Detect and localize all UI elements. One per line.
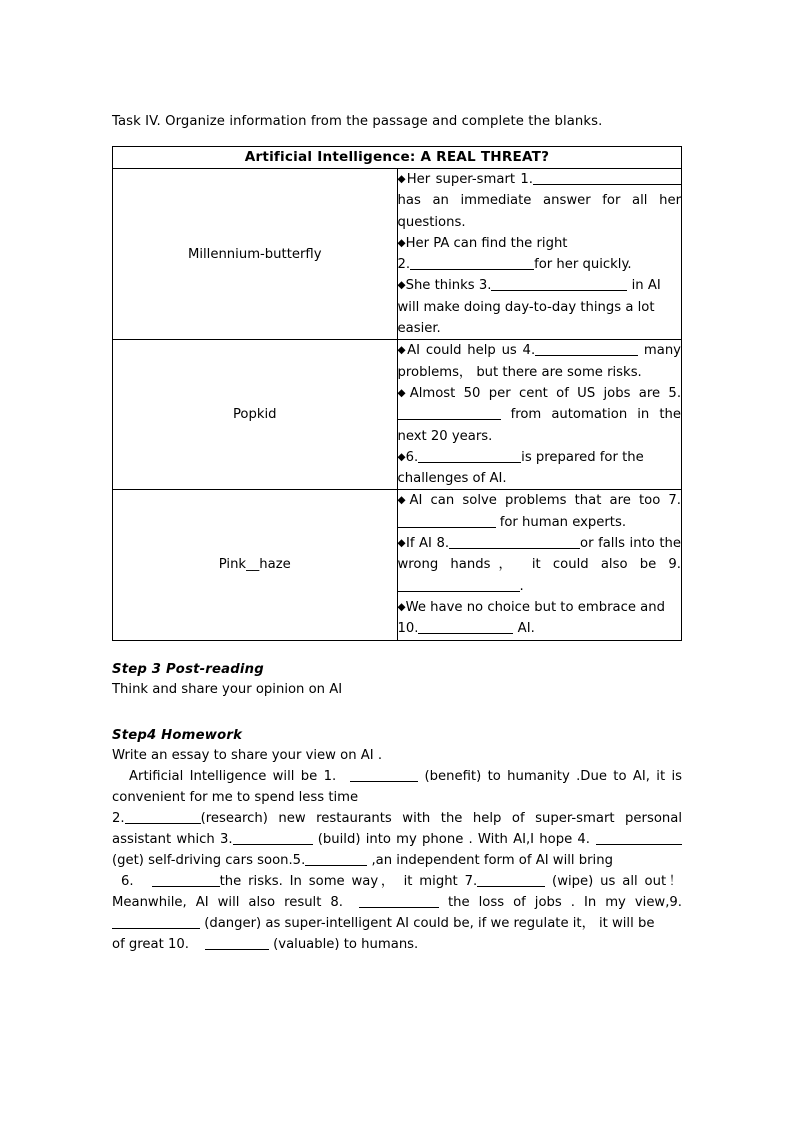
text-run: If AI 8. [405, 536, 450, 552]
step4-section [112, 726, 682, 955]
fill-in-blank[interactable] [533, 171, 681, 185]
fill-in-blank[interactable] [418, 449, 521, 463]
text-run: is prepared for the challenges of AI. [397, 449, 644, 487]
fill-in-blank[interactable] [152, 873, 220, 887]
bullet-point [398, 533, 682, 597]
diamond-bullet-icon: ◆ [397, 450, 406, 463]
table-title-cell: Artificial Intelligence: A REAL THREAT? [113, 147, 682, 169]
essay-body [112, 766, 682, 955]
bullet-point [398, 447, 682, 490]
text-run: Her super-smart 1. [406, 172, 533, 187]
text-run: 2. [397, 257, 411, 273]
text-run: in AI will make doing day-to-day things a lot easier. [397, 278, 661, 337]
user-name-cell: Pink__haze [113, 490, 398, 640]
text-run: for human experts. [495, 514, 627, 530]
step3-body: Think and share your opinion on AI [112, 681, 343, 697]
diamond-bullet-icon: ◆ [397, 344, 408, 357]
step3-section [112, 660, 682, 700]
text-run: from automation in the next 20 years. [397, 407, 681, 444]
text-run: Her PA can find the right [405, 235, 568, 251]
diamond-bullet-icon: ◆ [397, 236, 406, 249]
text-run: (get) self-driving cars soon.5. [112, 852, 306, 868]
spacer [189, 947, 205, 948]
fill-in-blank[interactable] [398, 514, 496, 528]
table-body [113, 169, 682, 641]
text-run: the risks. In some way， it might 7. [219, 873, 478, 889]
fill-in-blank[interactable] [350, 768, 418, 782]
essay-paragraph [112, 766, 682, 808]
essay-paragraph [112, 934, 682, 955]
bullet-point [398, 490, 682, 533]
fill-in-blank[interactable] [418, 620, 513, 634]
user-name-cell: Millennium-butterfly [113, 169, 398, 340]
bullet-point [398, 383, 682, 447]
text-run: many problems， but there are some risks. [397, 343, 681, 380]
text-run: (wipe) us all out！ Meanwhile, AI will also result 8. [112, 873, 682, 910]
bullet-point [398, 340, 682, 383]
task-heading: Task IV. Organize information from the passage and complete the blanks. [112, 114, 603, 129]
text-run: 6. [121, 873, 134, 889]
fill-in-blank[interactable] [491, 277, 627, 291]
bullet-point [398, 597, 682, 640]
fill-in-blank[interactable] [449, 535, 580, 549]
bullet-point [398, 275, 682, 339]
table-row [113, 169, 682, 340]
text-run: 2. [112, 810, 125, 826]
text-run: for her quickly. [534, 257, 632, 273]
table-row [113, 340, 682, 490]
spacer [336, 779, 350, 780]
essay-paragraph [112, 808, 682, 871]
text-run: Artificial Intelligence will be 1. [129, 768, 337, 784]
essay-paragraph [112, 871, 682, 934]
fill-in-blank[interactable] [535, 342, 638, 356]
text-run: We have no choice but to embrace and 10. [397, 599, 665, 637]
fill-in-blank[interactable] [205, 936, 269, 950]
points-cell [397, 169, 682, 340]
text-run: She thinks 3. [405, 278, 492, 294]
text-run: (valuable) to humans. [268, 936, 419, 952]
fill-in-blank[interactable] [398, 578, 520, 592]
step4-heading: Step4 Homework [112, 727, 243, 743]
table-header-row [113, 147, 682, 169]
step4-intro: Write an essay to share your view on AI . [112, 747, 383, 763]
text-run: AI. [513, 621, 535, 637]
text-run: . [519, 578, 524, 594]
text-run: (build) into my phone . With AI,I hope 4. [312, 831, 590, 847]
text-run: Almost 50 per cent of US jobs are 5. [409, 385, 682, 401]
step3-heading: Step 3 Post-reading [112, 661, 264, 677]
text-run: (benefit) to humanity .Due to AI, it is convenient for me to spend less time [112, 768, 682, 805]
table-head [113, 147, 682, 169]
diamond-bullet-icon: ◆ [397, 494, 410, 507]
ai-summary-table [112, 146, 682, 641]
fill-in-blank[interactable] [112, 915, 200, 929]
bullet-point [398, 169, 682, 233]
diamond-bullet-icon: ◆ [397, 279, 406, 292]
table-row [113, 490, 682, 640]
fill-in-blank[interactable] [233, 831, 313, 845]
document-content [112, 112, 682, 955]
diamond-bullet-icon: ◆ [397, 537, 406, 550]
fill-in-blank[interactable] [477, 873, 545, 887]
user-name-cell: Popkid [113, 340, 398, 490]
fill-in-blank[interactable] [125, 810, 201, 824]
text-run: 6. [405, 449, 419, 465]
fill-in-blank[interactable] [596, 831, 682, 845]
points-cell [397, 490, 682, 640]
diamond-bullet-icon: ◆ [397, 173, 407, 185]
text-run: or falls into the wrong hands， it could also be 9. [397, 536, 681, 573]
points-cell [397, 340, 682, 490]
text-run: AI can solve problems that are too 7. [409, 493, 681, 509]
fill-in-blank[interactable] [398, 406, 501, 420]
spacer [343, 905, 359, 906]
fill-in-blank[interactable] [359, 894, 439, 908]
text-run: ,an independent form of AI will bring [367, 852, 613, 868]
diamond-bullet-icon: ◆ [397, 600, 406, 613]
fill-in-blank[interactable] [305, 852, 367, 866]
diamond-bullet-icon: ◆ [397, 386, 410, 399]
text-run: has an immediate answer for all her questions. [397, 193, 681, 230]
text-run: of great 10. [112, 936, 189, 952]
text-run: (research) new restaurants with the help of super-smart personal assistant which 3. [112, 810, 682, 847]
bullet-point [398, 233, 682, 276]
spacer [134, 884, 152, 885]
text-run: (danger) as super-intelligent AI could be, if we regulate it， it will be [200, 915, 655, 931]
text-run: the loss of jobs . In my view,9. [438, 894, 682, 910]
text-run: AI could help us 4. [407, 343, 536, 359]
fill-in-blank[interactable] [410, 256, 534, 270]
